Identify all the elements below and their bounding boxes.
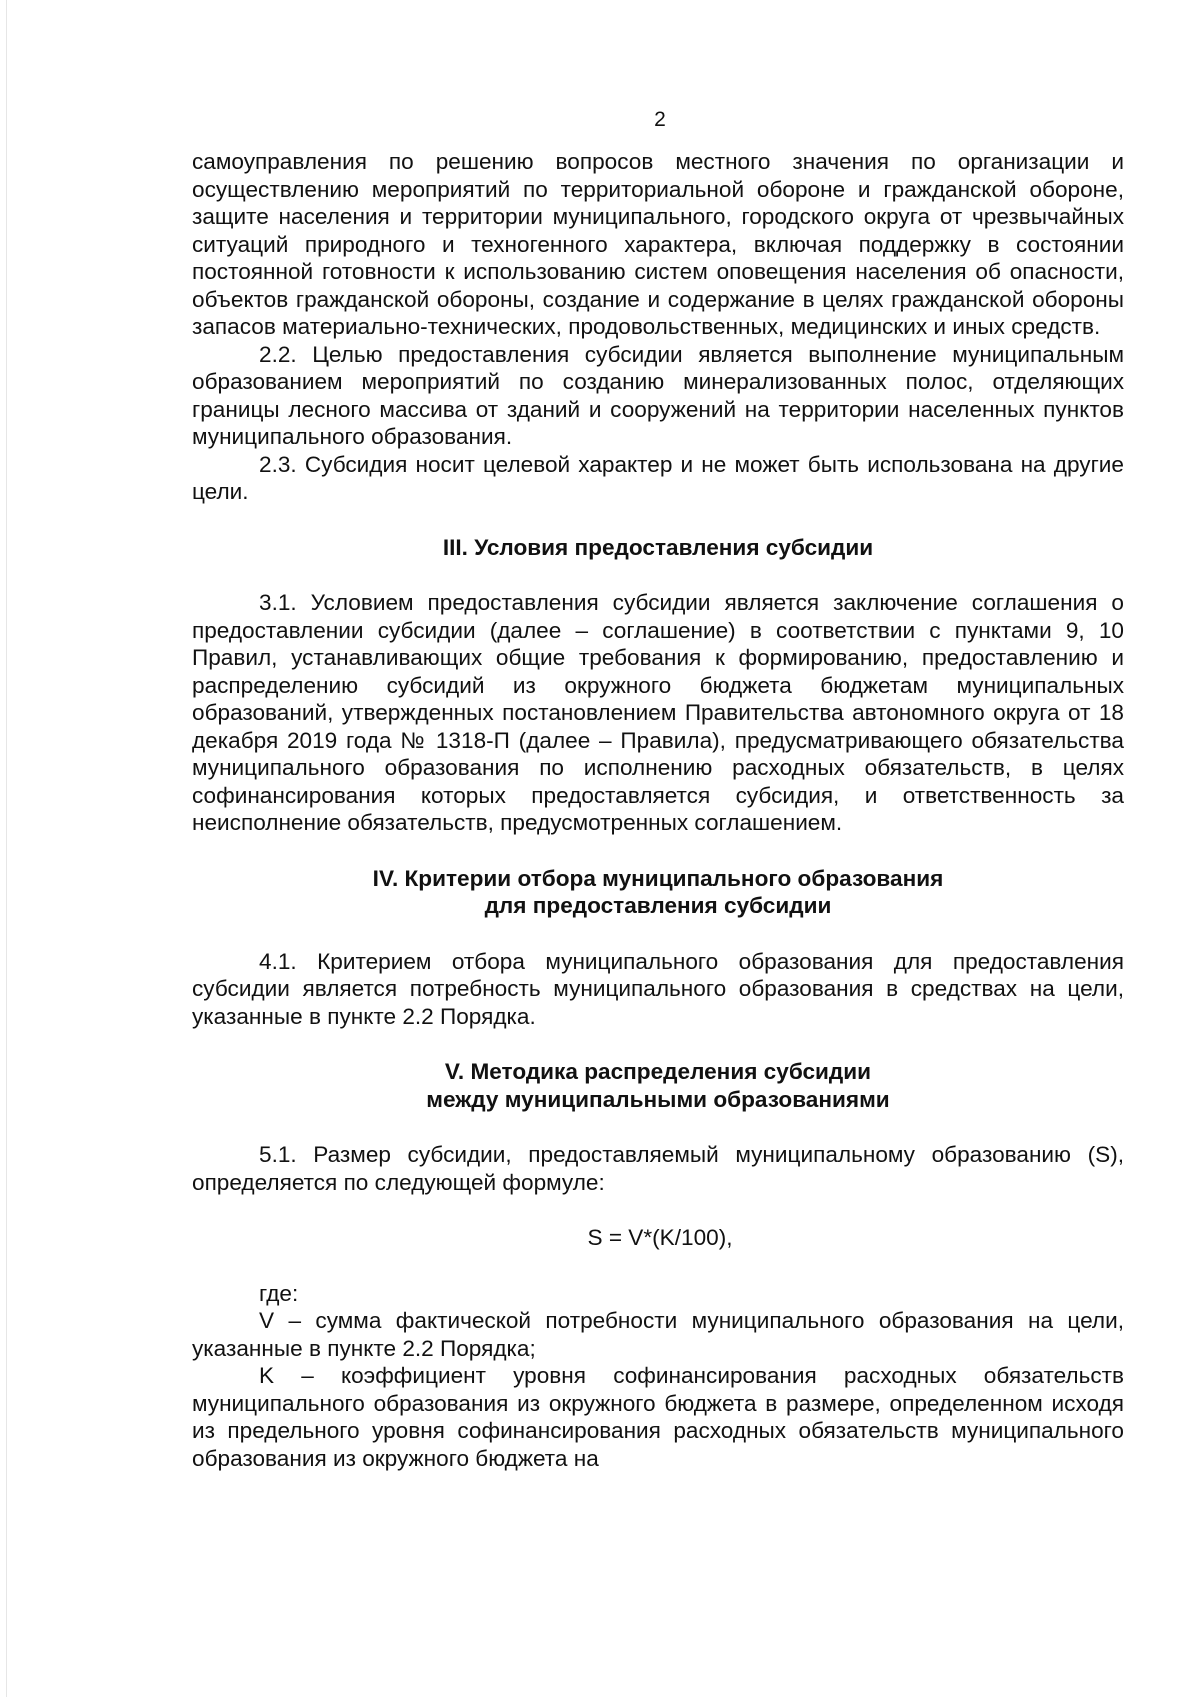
definition-k: K – коэффициент уровня софинансирования расходных обязательств муниципального образования из окружного бюджета в размере, определенном исходя из предельного уровня софинансирования расходных обязательств муниципального образования из окружного бюджета на [192, 1363, 1124, 1471]
section-4-heading-line-2: для предоставления субсидии [484, 893, 832, 918]
section-4-heading-line-1: IV. Критерии отбора муниципального образования [372, 865, 944, 891]
paragraph-3-1: 3.1. Условием предоставления субсидии является заключение соглашения о предоставлении субсидии (далее – соглашение) в соответствии с пунктами 9, 10 Правил, устанавливающих общие требования к формированию, предоставлению и распределению субсидий из окружного бюджета бюджетам муниципальных образований, утвержденных постановлением Правительства автономного округа от 18 декабря 2019 года № 1318-П (далее – Правила), предусматривающего обязательства муниципального образования по исполнению расходных обязательств, в целях софинансирования которых предоставляется субсидия, и ответственность за неисполнение обязательств, предусмотренных соглашением. [192, 590, 1124, 835]
section-3-heading-block [192, 534, 1124, 562]
paragraph-2-2: 2.2. Целью предоставления субсидии является выполнение муниципальным образованием мероприятий по созданию минерализованных полос, отделяющих границы лесного массива от зданий и сооружений на территории населенных пунктов муниципального образования. [192, 341, 1124, 449]
section-5-heading-block [192, 1058, 1124, 1113]
section-4-heading-block [192, 865, 1124, 920]
definition-v: V – сумма фактической потребности муниципального образования на цели, указанные в пункте 2.2 Порядка; [192, 1308, 1124, 1361]
section-3-heading: III. Условия предоставления субсидии [442, 534, 874, 560]
section-5-heading-line-2: между муниципальными образованиями [426, 1086, 890, 1112]
page-number: 2 [654, 108, 666, 131]
document-body [192, 148, 1124, 1472]
subsidy-formula: S = V*(K/100), [587, 1225, 733, 1250]
scan-edge-line [6, 0, 7, 1697]
section-5-heading-line-1: V. Методика распределения субсидии [444, 1059, 872, 1084]
paragraph-2-3: 2.3. Субсидия носит целевой характер и не может быть использована на другие цели. [192, 451, 1124, 504]
continuation-paragraph: самоуправления по решению вопросов местного значения по организации и осуществлению мероприятий по территориальной обороне и гражданской обороне, защите населения и территории муниципального, городского округа от чрезвычайных ситуаций природного и техногенного характера, включая поддержку в состоянии постоянной готовности к использованию систем оповещения населения об опасности, объектов гражданской обороны, создание и содержание в целях гражданской обороны запасов материально-технических, продовольственных, медицинских и иных средств. [192, 149, 1124, 339]
where-label: где: [259, 1280, 299, 1306]
paragraph-5-1: 5.1. Размер субсидии, предоставляемый муниципальному образованию (S), определяется по следующей формуле: [192, 1142, 1124, 1195]
paragraph-4-1: 4.1. Критерием отбора муниципального образования для предоставления субсидии является потребность муниципального образования в средствах на цели, указанные в пункте 2.2 Порядка. [192, 948, 1124, 1029]
